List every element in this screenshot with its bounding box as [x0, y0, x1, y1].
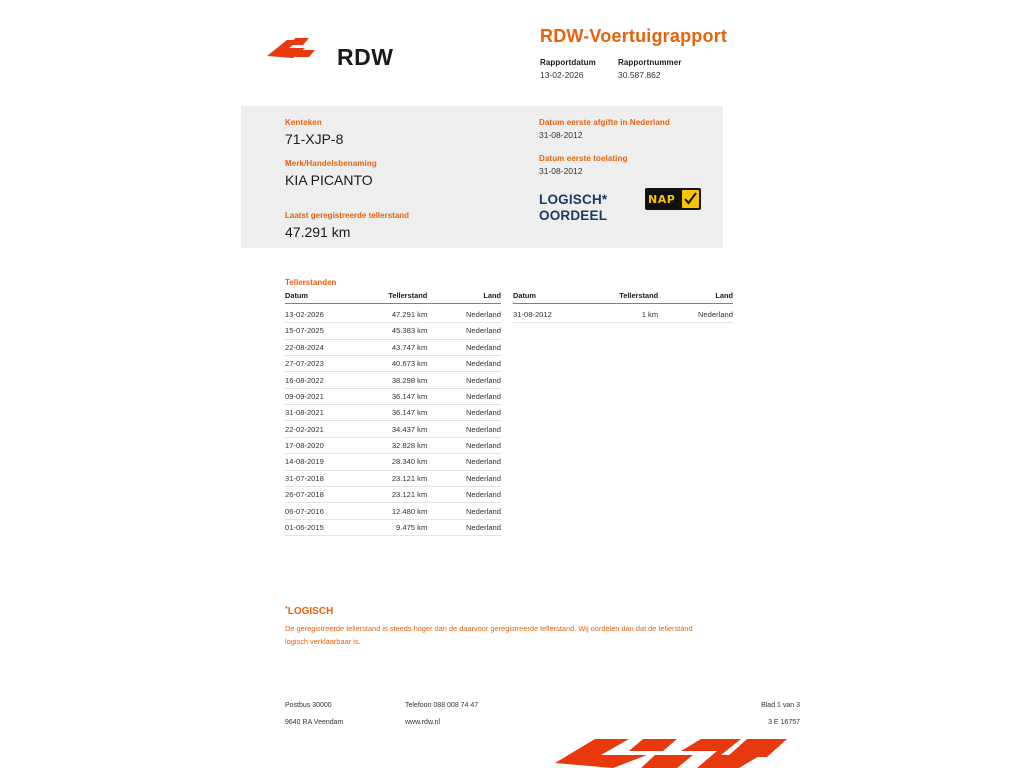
report-number-value: 30.587.862 — [618, 70, 661, 80]
mileage-value: 47.291 km — [285, 224, 351, 240]
cell-date: 13-02-2026 — [285, 304, 351, 323]
table-row — [285, 421, 501, 437]
cell-reading: 1 km — [580, 304, 672, 323]
vehicle-summary-right — [539, 118, 729, 190]
cell-country: Nederland — [441, 503, 501, 519]
cell-country: Nederland — [441, 372, 501, 388]
nap-badge-label: NAP — [648, 192, 676, 206]
footer-website[interactable]: www.rdw.nl — [405, 719, 441, 726]
table-row — [513, 304, 733, 323]
column-header-reading: Tellerstand — [351, 291, 441, 304]
vehicle-summary-panel — [241, 106, 723, 248]
table-header-row — [513, 291, 733, 304]
rdw-arrow-logo-icon — [265, 36, 327, 64]
table-row — [285, 405, 501, 421]
rdw-logo — [265, 22, 505, 72]
cell-date: 22-08-2024 — [285, 339, 351, 355]
cell-date: 17-08-2020 — [285, 437, 351, 453]
cell-country: Nederland — [441, 454, 501, 470]
cell-reading: 34.437 km — [351, 421, 441, 437]
first-issue-value: 31-08-2012 — [539, 130, 583, 140]
table-row — [285, 437, 501, 453]
column-header-country: Land — [441, 291, 501, 304]
table-row — [285, 503, 501, 519]
cell-country: Nederland — [441, 405, 501, 421]
odometer-table-right — [513, 291, 733, 323]
footer-address-line1: Postbus 30000 — [285, 702, 332, 709]
merk-value: KIA PICANTO — [285, 172, 373, 188]
cell-date: 22-02-2021 — [285, 421, 351, 437]
cell-reading: 36.147 km — [351, 405, 441, 421]
cell-reading: 23.121 km — [351, 486, 441, 502]
merk-label: Merk/Handelsbenaming — [285, 159, 377, 168]
cell-date: 15-07-2025 — [285, 323, 351, 339]
cell-date: 26-07-2018 — [285, 486, 351, 502]
vehicle-summary-left — [285, 118, 515, 200]
table-row — [285, 519, 501, 535]
nap-check-icon — [682, 190, 699, 208]
note-star: * — [285, 606, 288, 613]
cell-date: 31-08-2021 — [285, 405, 351, 421]
report-meta — [540, 58, 708, 80]
cell-date: 09-09-2021 — [285, 388, 351, 404]
table-row — [285, 388, 501, 404]
first-admission-label: Datum eerste toelating — [539, 154, 628, 163]
table-row — [285, 323, 501, 339]
cell-country: Nederland — [441, 470, 501, 486]
table-row — [285, 355, 501, 371]
cell-country: Nederland — [672, 304, 733, 323]
cell-reading: 23.121 km — [351, 470, 441, 486]
cell-country: Nederland — [441, 339, 501, 355]
verdict-line-2: OORDEEL — [539, 208, 608, 223]
cell-reading: 28.340 km — [351, 454, 441, 470]
cell-date: 06-07-2016 — [285, 503, 351, 519]
footer-code: 3 E 16757 — [768, 719, 800, 726]
odometer-table-left — [285, 291, 501, 536]
table-row — [285, 470, 501, 486]
cell-country: Nederland — [441, 421, 501, 437]
cell-date: 31-08-2012 — [513, 304, 580, 323]
kenteken-value: 71-XJP-8 — [285, 131, 344, 147]
cell-reading: 32.828 km — [351, 437, 441, 453]
footer-page-number: Blad 1 van 3 — [761, 702, 800, 709]
footer-address-line2: 9640 RA Veendam — [285, 719, 344, 726]
cell-reading: 45.383 km — [351, 323, 441, 339]
table-row — [285, 372, 501, 388]
footer-address — [285, 702, 343, 726]
footer-pagination — [700, 702, 800, 726]
cell-country: Nederland — [441, 304, 501, 323]
column-header-country: Land — [672, 291, 733, 304]
cell-reading: 36.147 km — [351, 388, 441, 404]
cell-reading: 9.475 km — [351, 519, 441, 535]
table-row — [285, 339, 501, 355]
footer-rdw-logo-icon — [551, 737, 791, 768]
rdw-wordmark: RDW — [337, 44, 394, 70]
cell-date: 31-07-2018 — [285, 470, 351, 486]
cell-date: 14-08-2019 — [285, 454, 351, 470]
cell-date: 16-08-2022 — [285, 372, 351, 388]
verdict-line-1: LOGISCH* — [539, 192, 608, 207]
cell-reading: 43.747 km — [351, 339, 441, 355]
first-admission-value: 31-08-2012 — [539, 166, 583, 176]
cell-reading: 38.298 km — [351, 372, 441, 388]
column-header-date: Datum — [285, 291, 351, 304]
cell-country: Nederland — [441, 519, 501, 535]
note-title — [285, 606, 333, 617]
note-body: De geregistreerde tellerstand is steeds hoger dan de daarvoor geregistreerde tellerstand. Wij oordelen dan dat de tellerstand logisch verklaarbaar is. — [285, 624, 693, 646]
page-title: RDW-Voertuigrapport — [540, 26, 728, 46]
cell-date: 01-06-2015 — [285, 519, 351, 535]
footer-contact — [405, 702, 478, 726]
verdict-text — [539, 192, 607, 224]
cell-country: Nederland — [441, 437, 501, 453]
cell-reading: 47.291 km — [351, 304, 441, 323]
table-row — [285, 454, 501, 470]
cell-country: Nederland — [441, 323, 501, 339]
kenteken-label: Kenteken — [285, 118, 322, 127]
table-header-row — [285, 291, 501, 304]
first-issue-label: Datum eerste afgifte in Nederland — [539, 118, 670, 127]
odometer-section-title: Tellerstanden — [285, 278, 337, 287]
cell-country: Nederland — [441, 355, 501, 371]
table-row — [285, 304, 501, 323]
footer-phone: Telefoon 088 008 74 47 — [405, 702, 479, 709]
cell-reading: 40.673 km — [351, 355, 441, 371]
nap-badge — [645, 188, 701, 210]
note-title-text: LOGISCH — [287, 606, 334, 617]
report-number — [618, 58, 708, 80]
cell-country: Nederland — [441, 486, 501, 502]
column-header-reading: Tellerstand — [580, 291, 672, 304]
report-number-label: Rapportnummer — [618, 58, 682, 67]
cell-reading: 12.480 km — [351, 503, 441, 519]
report-date-label: Rapportdatum — [540, 58, 596, 67]
cell-date: 27-07-2023 — [285, 355, 351, 371]
table-row — [285, 486, 501, 502]
report-date-value: 13-02-2026 — [540, 70, 584, 80]
cell-country: Nederland — [441, 388, 501, 404]
report-date — [540, 58, 600, 80]
mileage-label: Laatst geregistreerde tellerstand — [285, 211, 410, 220]
column-header-date: Datum — [513, 291, 580, 304]
